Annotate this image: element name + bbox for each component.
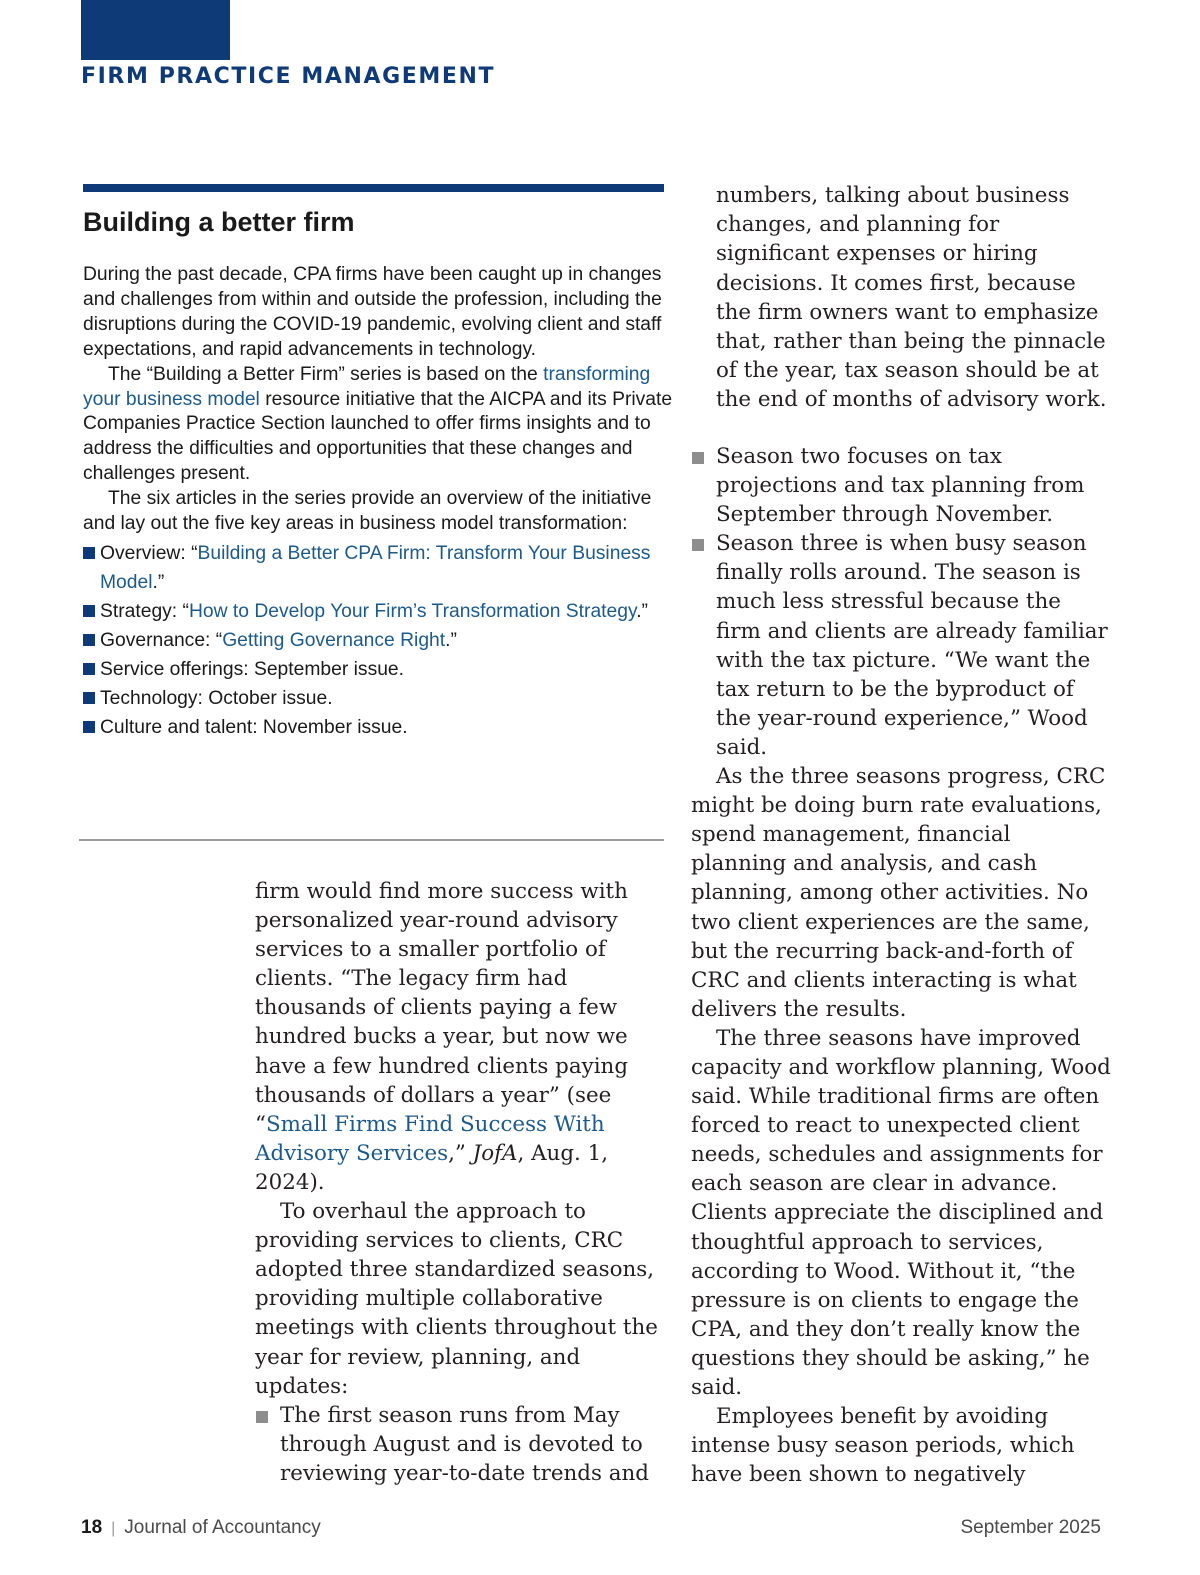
square-bullet-icon xyxy=(692,539,704,551)
sidebar-title: Building a better firm xyxy=(83,207,355,237)
sidebar-text: The “Building a Better Firm” series is based on the xyxy=(108,363,544,385)
article-paragraph: Employees benefit by avoiding intense busy season periods, which have been shown to negatively xyxy=(691,1404,1075,1488)
series-item-suffix: .” xyxy=(152,571,165,593)
section-label: FIRM PRACTICE MANAGEMENT xyxy=(81,64,496,89)
governance-article-link[interactable]: Getting Governance Right xyxy=(222,629,446,651)
sidebar-paragraph xyxy=(83,363,673,488)
overview-article-link[interactable]: Building a Better CPA Firm: Transform Your Business Model xyxy=(100,542,651,593)
season-one-continuation xyxy=(716,181,1111,414)
article-column-middle xyxy=(255,877,660,1488)
series-item-suffix: .” xyxy=(636,600,648,622)
strategy-article-link[interactable]: How to Develop Your Firm’s Transformation Strategy xyxy=(188,600,637,622)
publication-name: Journal of Accountancy xyxy=(124,1517,321,1538)
season-three-item xyxy=(691,529,1111,762)
series-item-strategy xyxy=(83,597,673,626)
transforming-business-model-link[interactable]: transforming your business model xyxy=(83,363,651,410)
sidebar-paragraph: The six articles in the series provide an overview of the initiative and lay out the five key areas in business model transformation: xyxy=(83,488,652,535)
sidebar-top-rule xyxy=(83,184,664,192)
series-item-label: Governance: “ xyxy=(100,629,223,651)
square-bullet-icon xyxy=(83,692,95,704)
small-firms-article-link[interactable]: Small Firms Find Success With Advisory Services xyxy=(255,1111,605,1166)
article-text: , Aug. 1, 2024). xyxy=(255,1140,609,1195)
series-list xyxy=(83,539,673,742)
series-item-service-offerings xyxy=(83,655,673,684)
article-paragraph: To overhaul the approach to providing services to clients, CRC adopted three standardized seasons, providing multiple collaborative meetings with clients throughout the year for review, planning, and updates: xyxy=(255,1199,658,1399)
series-item-label: Culture and talent: November issue. xyxy=(100,716,408,738)
sidebar-text: resource initiative that the AICPA and its Private Companies Practice Section launched to offer firms insights and to address the difficulties and opportunities that these changes and challenges present. xyxy=(83,388,673,485)
season-two-item xyxy=(691,442,1111,529)
series-item-governance xyxy=(83,626,673,655)
sidebar-body xyxy=(83,263,673,742)
series-item-culture xyxy=(83,713,673,742)
square-bullet-icon xyxy=(83,634,95,646)
header-color-block xyxy=(81,0,230,60)
seasons-list-continued xyxy=(691,181,1111,762)
series-item-label: Overview: “ xyxy=(100,542,198,564)
square-bullet-icon xyxy=(83,605,95,617)
article-paragraph: As the three seasons progress, CRC might be doing burn rate evaluations, spend management, financial planning and analysis, and cash planning, among other activities. No two client experiences are the same, but the recurring back-and-forth of CRC and clients interacting is what delivers the results. xyxy=(691,764,1106,1022)
issue-date: September 2025 xyxy=(960,1517,1101,1538)
sidebar-bottom-rule xyxy=(79,839,664,841)
series-item-label: Strategy: “ xyxy=(100,600,189,622)
series-item-technology xyxy=(83,684,673,713)
article-paragraph: The three seasons have improved capacity and workflow planning, Wood said. While traditional firms are often forced to react to unexpected client needs, schedules and assignments for each season are clear in advance. Clients appreciate the disciplined and thoughtful approach to services, according to Wood. Without it, “the pressure is on clients to engage the CPA, and they don’t really know the questions they should be asking,” he said. xyxy=(691,1025,1111,1400)
series-item-label: Technology: October issue. xyxy=(100,687,333,709)
article-column-right xyxy=(691,181,1111,1489)
season-three-text: Season three is when busy season finally rolls around. The season is much less stressful because the firm and clients are already familiar with the tax picture. “We want the tax return to be the byproduct of the year-round experience,” Wood said. xyxy=(716,531,1108,760)
journal-abbrev: JofA xyxy=(472,1140,518,1166)
seasons-list xyxy=(255,1401,660,1488)
article-text: ,” xyxy=(448,1140,473,1166)
season-one-text: The first season runs from May through August and is devoted to reviewing year-to-date trends and xyxy=(280,1402,649,1486)
footer-publication xyxy=(81,1517,321,1539)
square-bullet-icon xyxy=(83,721,95,733)
sidebar-paragraph: During the past decade, CPA firms have been caught up in changes and challenges from within and outside the profession, including the disruptions during the COVID-19 pandemic, evolving client and staff expectations, and rapid advancements in technology. xyxy=(83,264,662,360)
page-number: 18 xyxy=(81,1517,103,1538)
footer-separator: | xyxy=(111,1520,116,1537)
article-paragraph xyxy=(255,877,660,1197)
series-item-overview xyxy=(83,539,673,597)
series-item-label: Service offerings: September issue. xyxy=(100,658,405,680)
square-bullet-icon xyxy=(692,452,704,464)
square-bullet-icon xyxy=(83,663,95,675)
season-two-text: Season two focuses on tax projections and tax planning from September through November. xyxy=(716,444,1085,528)
series-item-suffix: .” xyxy=(445,629,457,651)
article-text: firm would find more success with personalized year-round advisory services to a smaller portfolio of clients. “The legacy firm had thousands of clients paying a few hundred bucks a year, but now we have a few hundred clients paying thousands of dollars a year” (see “ xyxy=(255,879,629,1137)
season-one-item-continued xyxy=(691,181,1111,442)
season-one-text: numbers, talking about business changes, and planning for significant expenses or hiring decisions. It comes first, because the firm owners want to emphasize that, rather than being the pinnacle of the year, tax season should be at the end of months of advisory work. xyxy=(716,183,1107,412)
season-one-item xyxy=(255,1401,660,1488)
square-bullet-icon xyxy=(83,547,95,559)
square-bullet-icon xyxy=(256,1411,268,1423)
